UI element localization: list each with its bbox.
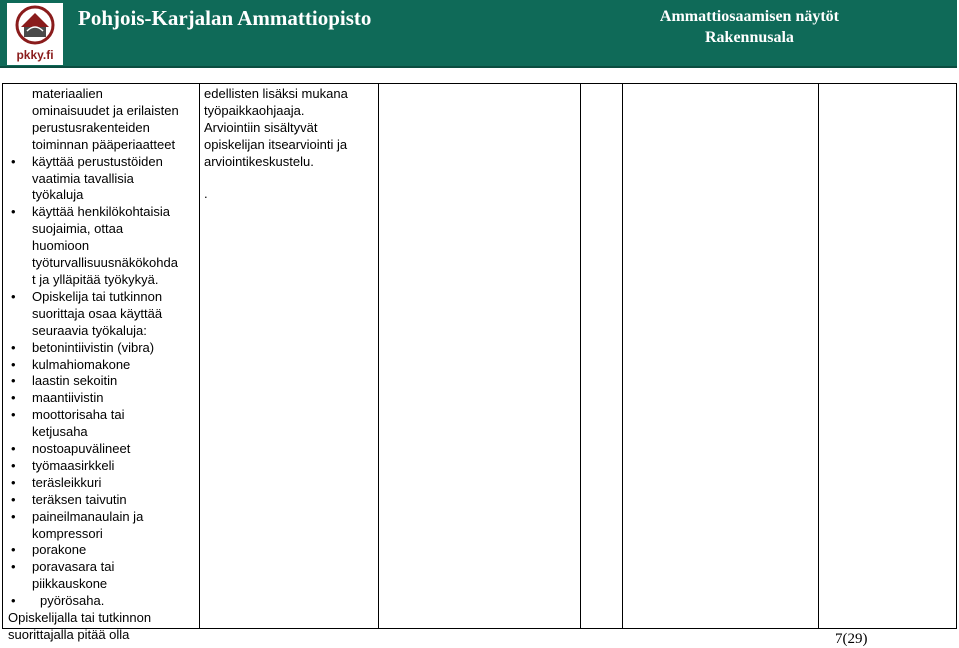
- tool-item: • maantiivistin: [8, 390, 198, 407]
- list-item: • käyttää perustustöiden: [8, 154, 198, 171]
- text-line: opiskelijan itsearviointi ja: [204, 136, 348, 152]
- list-item: t ja ylläpitää työkykyä.: [32, 271, 159, 287]
- tool-item: • nostoapuvälineet: [8, 441, 198, 458]
- tool-item: • porakone: [8, 542, 198, 559]
- tool-item: piikkauskone: [32, 576, 108, 592]
- tool-item: • paineilmanaulain ja: [8, 509, 198, 526]
- list-item: suorittaja osaa käyttää: [32, 305, 163, 321]
- list-item: huomioon: [32, 238, 90, 254]
- tool-item: • teräsleikkuri: [8, 475, 198, 492]
- page-header: [0, 0, 957, 68]
- text-line: materiaalien: [32, 86, 103, 101]
- tool-item: • pyörösaha.: [8, 593, 198, 610]
- tool-item: • kulmahiomakone: [8, 357, 198, 374]
- tool-item: • betonintiivistin (vibra): [8, 340, 198, 357]
- tool-item: • poravasara tai: [8, 559, 198, 576]
- text-line: suorittajalla pitää olla: [8, 627, 130, 642]
- list-item: vaatimia tavallisia: [32, 170, 134, 186]
- text-line: toiminnan pääperiaatteet: [32, 136, 176, 152]
- text-line: .: [204, 185, 208, 201]
- text-line: perustusrakenteiden: [32, 119, 150, 135]
- text-line: työpaikkaohjaaja.: [204, 102, 305, 118]
- list-item: suojaimia, ottaa: [32, 221, 124, 237]
- text-line: Opiskelijalla tai tutkinnon: [8, 610, 152, 626]
- tool-item: • työmaasirkkeli: [8, 458, 198, 475]
- text-line: edellisten lisäksi mukana: [204, 86, 348, 101]
- list-item: seuraavia työkaluja:: [32, 322, 147, 338]
- organization-title: Pohjois-Karjalan Ammattiopisto: [78, 6, 372, 30]
- list-item: • käyttää henkilökohtaisia: [8, 204, 198, 221]
- text-line: arviointikeskustelu.: [204, 153, 314, 169]
- assessment-column: [204, 86, 374, 202]
- tool-item: ketjusaha: [32, 424, 88, 440]
- tool-item: • moottorisaha tai: [8, 407, 198, 424]
- criteria-column: [8, 86, 198, 644]
- document-title-line-2: Rakennusala: [704, 29, 794, 46]
- text-line: ominaisuudet ja erilaisten: [32, 102, 179, 118]
- pkky-logo: [7, 3, 63, 65]
- list-item: • Opiskelija tai tutkinnon: [8, 289, 198, 306]
- tool-item: • laastin sekoitin: [8, 373, 198, 390]
- intro-text: [8, 86, 198, 154]
- tool-item: kompressori: [32, 525, 103, 541]
- text-line: Arviointiin sisältyvät: [204, 119, 318, 135]
- skill-list: [8, 154, 198, 610]
- document-title: [660, 6, 839, 48]
- tool-item: • teräksen taivutin: [8, 492, 198, 509]
- list-item: työturvallisuusnäkökohda: [32, 255, 178, 271]
- list-item: työkaluja: [32, 187, 84, 203]
- page-number: 7(29): [835, 631, 868, 647]
- document-title-line-1: Ammattiosaamisen näytöt: [659, 8, 839, 25]
- svg-text:pkky.fi: pkky.fi: [16, 48, 54, 62]
